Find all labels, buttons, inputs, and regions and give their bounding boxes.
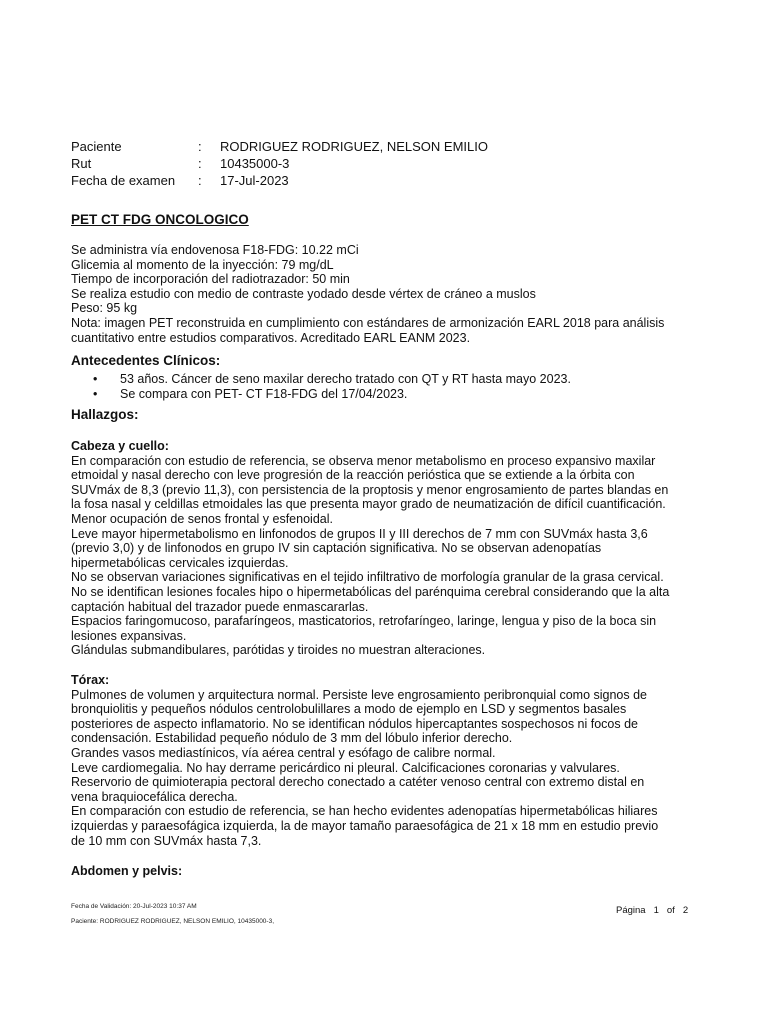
intro-line: Peso: 95 kg	[71, 301, 138, 316]
antecedentes-list	[93, 372, 571, 401]
report-title: PET CT FDG ONCOLOGICO	[71, 212, 249, 227]
separator: :	[198, 156, 202, 171]
exam-date-value: 17-Jul-2023	[220, 173, 289, 188]
abdomen-heading: Abdomen y pelvis:	[71, 864, 183, 878]
bullet-dot: •	[93, 386, 98, 401]
paragraph-line: lesiones expansivas.	[71, 628, 187, 643]
paragraph-line: condensación. Estabilidad pequeño nódulo de 3 mm del lóbulo inferior derecho.	[71, 731, 513, 746]
paragraph-line: captación habitual del trazador puede enmascararlas.	[71, 599, 369, 614]
list-item-text: Se compara con PET- CT F18-FDG del 17/04/2023.	[120, 386, 408, 401]
page-number	[616, 905, 688, 916]
paragraph-line: (previo 3,0) y de linfonodos en grupo IV sin captación significativa. No se observan adenopatías	[71, 541, 602, 556]
rut-value: 10435000-3	[220, 156, 290, 171]
list-item	[93, 372, 571, 387]
intro-block	[71, 243, 681, 345]
validation-date: Fecha de Validación: 20-Jul-2023 10:37 AM	[71, 903, 197, 910]
page-label: Página	[616, 905, 646, 916]
paragraph-line: Leve cardiomegalia. No hay derrame pericárdico ni pleural. Calcificaciones coronarias y valvulares.	[71, 760, 620, 775]
torax-heading: Tórax:	[71, 673, 110, 687]
paragraph-line: Glándulas submandibulares, parótidas y tiroides no muestran alteraciones.	[71, 643, 486, 658]
paragraph-line: En comparación con estudio de referencia, se han hecho evidentes adenopatías hipermetabólicas hiliares	[71, 804, 658, 819]
intro-line: Se realiza estudio con medio de contraste yodado desde vértex de cráneo a muslos	[71, 286, 536, 301]
patient-header	[71, 139, 488, 190]
paragraph-line: posteriores de aspecto inflamatorio. No se identifican nódulos hipercaptantes sospechosos ni focos de	[71, 716, 639, 731]
paragraph-line: la fosa nasal y celdillas etmoidales las que presenta mayor grado de neumatización de difícil cuantificación.	[71, 497, 666, 512]
footer-patient: Paciente: RODRIGUEZ RODRIGUEZ, NELSON EMILIO, 10435000-3,	[71, 918, 275, 925]
cabeza-section	[71, 439, 681, 658]
antecedentes-heading: Antecedentes Clínicos:	[71, 353, 221, 368]
patient-name: RODRIGUEZ RODRIGUEZ, NELSON EMILIO	[220, 139, 488, 154]
paragraph-line: No se identifican lesiones focales hipo o hipermetabólicas del parénquima cerebral considerando que la alta	[71, 584, 670, 599]
patient-label: Paciente	[71, 139, 122, 154]
paragraph-line: etmoidal y nasal derecho con leve progresión de la reacción perióstica que se extiende a la órbita con	[71, 468, 635, 483]
paragraph-line: Leve mayor hipermetabolismo en linfonodos de grupos II y III derechos de 7 mm con SUVmáx hasta 3,6	[71, 526, 648, 541]
paragraph-line: Menor ocupación de senos frontal y esfenoidal.	[71, 511, 333, 526]
paragraph-line: Grandes vasos mediastínicos, vía aérea central y esófago de calibre normal.	[71, 745, 496, 760]
paragraph-line: izquierdas y paraesofágica izquierda, la de mayor tamaño paraesofágica de 21 x 18 mm en estudio previo	[71, 818, 659, 833]
cabeza-heading: Cabeza y cuello:	[71, 439, 169, 453]
separator: :	[198, 173, 202, 188]
exam-date-row	[71, 173, 488, 190]
intro-line: Se administra vía endovenosa F18-FDG: 10.22 mCi	[71, 243, 359, 257]
paragraph-line: En comparación con estudio de referencia, se observa menor metabolismo en proceso expansivo maxilar	[71, 453, 656, 468]
intro-line: cuantitativo entre estudios comparativos. Acreditado EARL EANM 2023.	[71, 330, 471, 345]
page-current: 1	[653, 905, 659, 916]
torax-section	[71, 673, 681, 848]
paragraph-line: Reservorio de quimioterapia pectoral derecho conectado a catéter venoso central con extremo distal en	[71, 775, 645, 790]
intro-line: Tiempo de incorporación del radiotrazador: 50 min	[71, 272, 350, 287]
abdomen-section	[71, 864, 681, 879]
rut-row	[71, 156, 488, 173]
exam-date-label: Fecha de examen	[71, 173, 176, 188]
rut-label: Rut	[71, 156, 92, 171]
list-item-text: 53 años. Cáncer de seno maxilar derecho tratado con QT y RT hasta mayo 2023.	[120, 372, 571, 386]
paragraph-line: No se observan variaciones significativas en el tejido infiltrativo de morfología granular de la grasa cervical.	[71, 570, 664, 585]
paragraph-line: Pulmones de volumen y arquitectura normal. Persiste leve engrosamiento peribronquial como signos de	[71, 687, 648, 702]
paragraph-line: bronquiolitis y pequeños nódulos centrolobulillares a modo de ejemplo en LSD y segmentos basales	[71, 702, 627, 717]
page-total: 2	[682, 905, 689, 916]
paragraph-line: SUVmáx de 8,3 (previo 11,3), con persistencia de la proptosis y menor engrosamiento de partes blandas en	[71, 482, 669, 497]
intro-line: Glicemia al momento de la inyección: 79 mg/dL	[71, 257, 334, 272]
hallazgos-heading: Hallazgos:	[71, 407, 139, 422]
patient-row	[71, 139, 488, 156]
paragraph-line: Espacios faringomucoso, parafaríngeos, masticatorios, retrofaríngeo, laringe, lengua y piso de la boca sin	[71, 614, 657, 629]
intro-line: Nota: imagen PET reconstruida en cumplimiento con estándares de armonización EARL 2018 para análisis	[71, 315, 665, 330]
paragraph-line: vena braquiocefálica derecha.	[71, 789, 238, 804]
page-of: of	[666, 905, 675, 916]
paragraph-line: hipermetabólicas cervicales izquierdas.	[71, 555, 289, 570]
bullet-dot: •	[93, 372, 98, 386]
list-item	[93, 387, 571, 402]
separator: :	[198, 139, 202, 154]
paragraph-line: de 10 mm con SUVmáx hasta 7,3.	[71, 833, 262, 848]
